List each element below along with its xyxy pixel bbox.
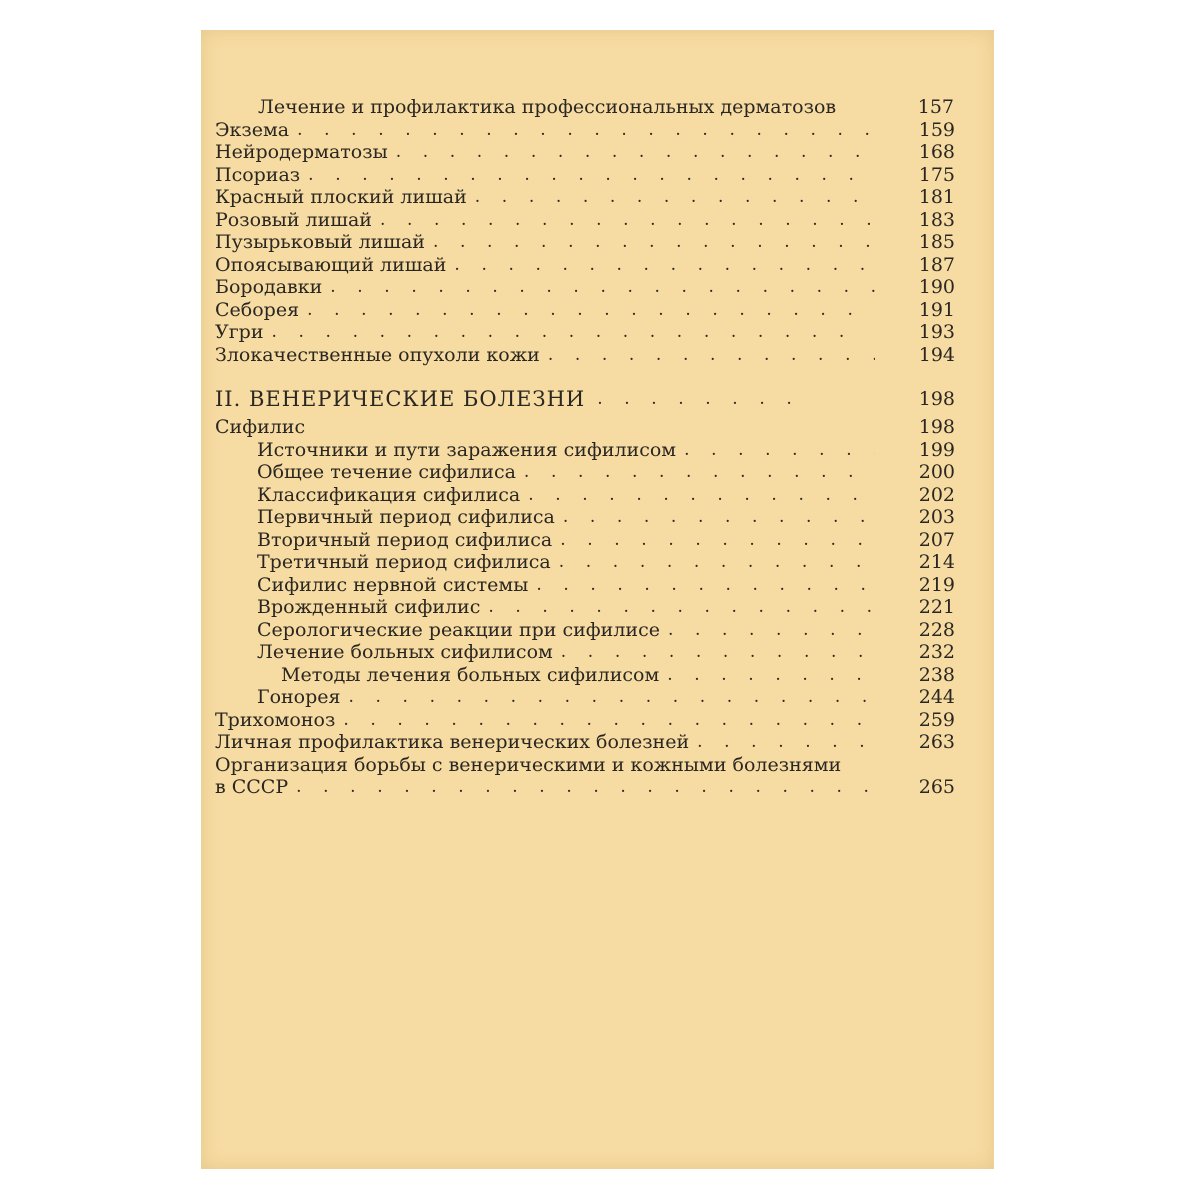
- toc-entry-label: Розовый лишай: [215, 209, 372, 231]
- dot-leader: [296, 776, 875, 798]
- toc-entry: [215, 276, 955, 298]
- toc-entry-label: Экзема: [215, 119, 290, 141]
- toc-entry-label: Лечение и профилактика профессиональных дерматозов: [258, 96, 837, 118]
- toc-entry: [215, 776, 955, 798]
- toc-entry: [257, 686, 955, 708]
- toc-entry: [215, 254, 955, 276]
- dot-leader: [697, 731, 875, 753]
- dot-leader: [308, 164, 875, 186]
- toc-entry: [257, 551, 955, 573]
- toc-entry-label: Лечение больных сифилисом: [257, 641, 553, 663]
- dot-leader: [668, 619, 875, 641]
- toc-entry-label: Методы лечения больных сифилисом: [281, 664, 660, 686]
- toc-entry: [215, 299, 955, 321]
- toc-entry-label: Вторичный период сифилиса: [257, 529, 553, 551]
- toc-entry-label: Трихомоноз: [215, 709, 336, 731]
- dot-leader: [433, 231, 875, 253]
- section-heading: [215, 386, 955, 412]
- toc-entry-page: 198: [918, 416, 955, 438]
- dot-leader: [548, 344, 875, 366]
- toc-entry-label: Гонорея: [257, 686, 341, 708]
- toc-entry-label: Общее течение сифилиса: [257, 461, 516, 483]
- dot-leader: [561, 641, 875, 663]
- toc-entry-label-line2: в СССР: [215, 776, 289, 798]
- toc-entry-label: Сифилис нервной системы: [257, 574, 529, 596]
- toc-entry-label: Третичный период сифилиса: [257, 551, 551, 573]
- toc-entry: [257, 506, 955, 528]
- toc-entry-page: 238: [918, 664, 955, 686]
- toc-entry: [257, 484, 955, 506]
- toc-entry-label: Нейродерматозы: [215, 141, 388, 163]
- toc-entry-label: Серологические реакции при сифилисе: [257, 619, 660, 641]
- toc-entry: [257, 574, 955, 596]
- toc-entry-page: 190: [918, 276, 955, 298]
- book-page: [201, 30, 994, 1169]
- toc-entry-page: 219: [918, 574, 955, 596]
- dot-leader: [559, 551, 875, 573]
- toc-entry-page: 221: [918, 596, 955, 618]
- toc-entry-label: Источники и пути заражения сифилисом: [257, 439, 677, 461]
- dot-leader: [667, 664, 875, 686]
- toc-entry-page: 159: [918, 119, 955, 141]
- toc-entry: [215, 186, 955, 208]
- dot-leader: [380, 209, 875, 231]
- toc-entry: [215, 709, 955, 731]
- toc-entry-page: 185: [918, 231, 955, 253]
- toc-entry: [257, 619, 955, 641]
- toc-entry-page: 203: [918, 506, 955, 528]
- toc-entry: [257, 439, 955, 461]
- toc-entry-label: Первичный период сифилиса: [257, 506, 555, 528]
- toc-entry-page: 187: [918, 254, 955, 276]
- toc-entry-page: 259: [918, 709, 955, 731]
- toc-entry-label: Угри: [215, 321, 264, 343]
- toc-entry-page: 157: [917, 96, 954, 118]
- toc-entry-label: Бородавки: [215, 276, 323, 298]
- dot-leader: [524, 461, 875, 483]
- dot-leader: [563, 506, 875, 528]
- toc-entry: [281, 664, 955, 686]
- toc-entry-page: 168: [918, 141, 955, 163]
- toc-entry-label: Красный плоский лишай: [215, 186, 467, 208]
- toc-entry: [257, 529, 955, 551]
- toc-entry: [215, 164, 955, 186]
- toc-entry-label: Злокачественные опухоли кожи: [215, 344, 540, 366]
- toc-entry-label: Себорея: [215, 299, 300, 321]
- dot-leader: [297, 119, 875, 141]
- toc-entry: [215, 141, 955, 163]
- toc-entry-page: 263: [918, 731, 955, 753]
- toc-entry-label: Псориаз: [215, 164, 301, 186]
- dot-leader: [307, 299, 875, 321]
- dot-leader: [396, 141, 875, 163]
- toc-entry-page: 191: [918, 299, 955, 321]
- toc-entry-page: 214: [918, 551, 955, 573]
- toc-entry-page: 175: [918, 164, 955, 186]
- dot-leader: [560, 529, 875, 551]
- toc-entry-label: Опоясывающий лишай: [215, 254, 447, 276]
- dot-leader: [454, 254, 875, 276]
- dot-leader: [684, 439, 875, 461]
- toc-entry: [215, 344, 955, 366]
- dot-leader: [488, 596, 875, 618]
- toc-entry: [257, 641, 955, 663]
- toc-entry: [215, 231, 955, 253]
- dot-leader: [349, 686, 875, 708]
- toc-entry-page: 194: [918, 344, 955, 366]
- dot-leader: [528, 484, 875, 506]
- toc-entry: [257, 461, 955, 483]
- toc-entry-page: 181: [918, 186, 955, 208]
- toc-entry: [215, 731, 955, 753]
- toc-entry-page: 265: [918, 776, 955, 798]
- toc-entry: [258, 96, 954, 118]
- toc-entry-page: 193: [918, 321, 955, 343]
- dot-leader: [330, 276, 875, 298]
- toc-entry: [215, 209, 955, 231]
- toc-entry: [215, 321, 955, 343]
- toc-entry-label: Классификация сифилиса: [257, 484, 521, 506]
- dot-leader: [475, 186, 875, 208]
- toc-entry: [215, 416, 955, 438]
- toc-entry: [257, 596, 955, 618]
- toc-entry-page: 228: [918, 619, 955, 641]
- toc-entry-label: Врожденный сифилис: [257, 596, 481, 618]
- dot-leader: [272, 321, 875, 343]
- dot-leader: [536, 574, 875, 596]
- toc-entry-page: 202: [918, 484, 955, 506]
- toc-entry-label: Сифилис: [215, 416, 306, 438]
- toc-entry-label: Личная профилактика венерических болезней: [215, 731, 690, 753]
- toc-entry-page: 199: [918, 439, 955, 461]
- toc-entry-page: 183: [918, 209, 955, 231]
- toc-entry-page: 207: [918, 529, 955, 551]
- dot-leader: [597, 386, 875, 412]
- section-heading-page: 198: [918, 388, 955, 410]
- toc-entry: [215, 119, 955, 141]
- dot-leader: [343, 709, 875, 731]
- toc-entry-label: Пузырьковый лишай: [215, 231, 425, 253]
- toc-entry-label-line1: Организация борьбы с венерическими и кожными болезнями: [215, 754, 842, 776]
- toc-entry-page: 232: [918, 641, 955, 663]
- section-heading-label: II. ВЕНЕРИЧЕСКИЕ БОЛЕЗНИ: [215, 387, 586, 411]
- toc-entry-page: 244: [918, 686, 955, 708]
- toc-entry-page: 200: [918, 461, 955, 483]
